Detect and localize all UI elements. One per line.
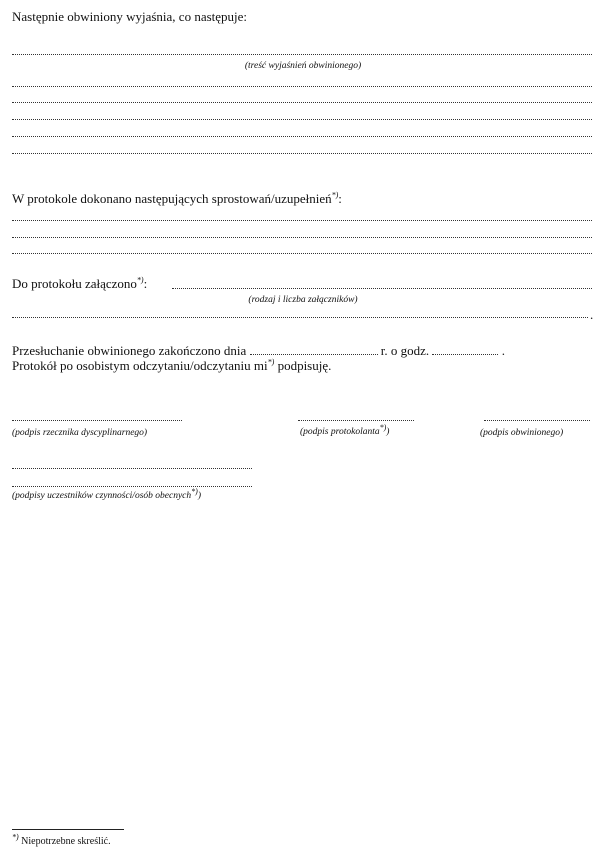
closing-year-label: r. o godz.	[380, 343, 430, 358]
end-date-field[interactable]	[250, 354, 378, 355]
participants-footnote-mark: *)	[191, 486, 198, 496]
officer-signature-caption: (podpis rzecznika dyscyplinarnego)	[12, 428, 148, 438]
attachments-line-2[interactable]	[12, 317, 588, 318]
explanation-line-2[interactable]	[12, 86, 592, 87]
clerk-signature-caption	[300, 422, 390, 438]
clerk-signature-line[interactable]	[298, 420, 414, 421]
explanation-line-6[interactable]	[12, 153, 592, 154]
attachments-end-dot: .	[590, 307, 594, 322]
participants-signature-line-2[interactable]	[12, 486, 252, 487]
footnote-mark: *)	[12, 832, 19, 842]
corrections-heading	[12, 191, 342, 206]
footnote	[12, 832, 111, 848]
corrections-colon: :	[338, 191, 342, 206]
explanations-caption: (treść wyjaśnień obwinionego)	[244, 61, 362, 71]
closing-signed-prefix: Protokół po osobistym odczytaniu/odczytaniu mi	[12, 358, 268, 373]
footnote-divider	[12, 829, 124, 830]
clerk-caption-close: )	[386, 427, 390, 437]
attachments-colon: :	[143, 276, 148, 291]
explanations-heading: Następnie obwiniony wyjaśnia, co następuje:	[12, 9, 248, 24]
footnote-text: Niepotrzebne skreślić.	[18, 836, 111, 847]
end-time-field[interactable]	[432, 354, 498, 355]
participants-caption-close: )	[197, 491, 201, 501]
closing-footnote-mark: *)	[267, 357, 275, 367]
closing-ended-prefix: Przesłuchanie obwinionego zakończono dnia	[12, 343, 247, 358]
explanation-line-1[interactable]	[12, 54, 592, 55]
attachments-caption: (rodzaj i liczba załączników)	[248, 295, 358, 305]
attachments-label-text: Do protokołu załączono	[12, 276, 137, 291]
corrections-line-2[interactable]	[12, 237, 592, 238]
corrections-heading-text: W protokole dokonano następujących sprostowań/uzupełnień	[12, 191, 332, 206]
corrections-footnote-mark: *)	[331, 190, 339, 200]
explanation-line-3[interactable]	[12, 102, 592, 103]
clerk-footnote-mark: *)	[379, 422, 387, 432]
corrections-line-1[interactable]	[12, 220, 592, 221]
closing-end-dot: .	[501, 343, 505, 358]
accused-signature-line[interactable]	[484, 420, 590, 421]
explanation-line-4[interactable]	[12, 119, 592, 120]
officer-signature-line[interactable]	[12, 420, 182, 421]
corrections-line-3[interactable]	[12, 253, 592, 254]
attachments-field[interactable]	[172, 288, 592, 289]
closing-line-2	[12, 358, 331, 373]
clerk-signature-caption-text: (podpis protokolanta	[300, 427, 380, 437]
participants-caption-text: (podpisy uczestników czynności/osób obecnych	[12, 491, 192, 501]
closing-line-1	[12, 343, 505, 358]
participants-signature-line-1[interactable]	[12, 468, 252, 469]
participants-signature-caption	[12, 486, 201, 502]
explanation-line-5[interactable]	[12, 136, 592, 137]
accused-signature-caption: (podpis obwinionego)	[480, 428, 564, 438]
closing-signed-suffix: podpisuję.	[274, 358, 332, 373]
attachments-footnote-mark: *)	[136, 275, 144, 285]
attachments-label	[12, 276, 147, 291]
